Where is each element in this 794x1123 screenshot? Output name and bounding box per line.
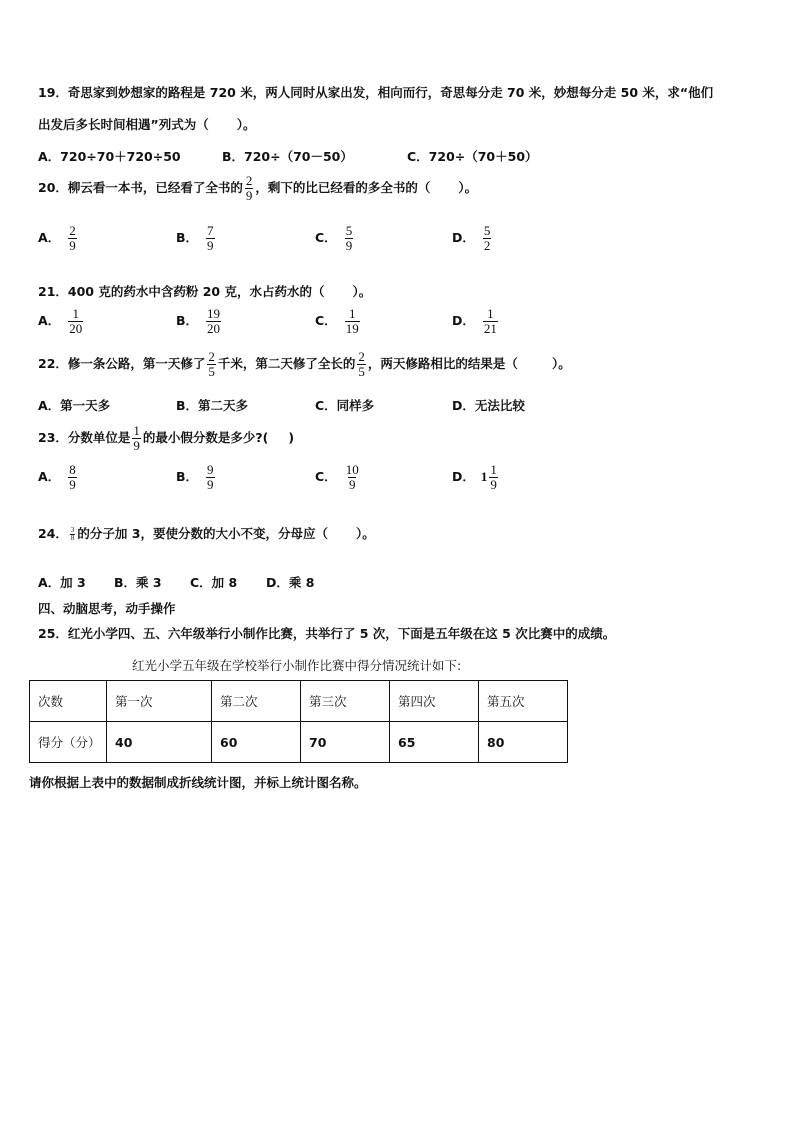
q23-fraction	[132, 424, 141, 453]
q21-end: ）。	[352, 284, 372, 299]
q22-option-d: D．无法比较	[452, 398, 525, 413]
q21-option-c	[315, 307, 362, 336]
fraction-numerator: 7	[207, 223, 214, 238]
q22-prefix: 22．修一条公路，第一天修了	[38, 356, 206, 371]
fraction-denominator: 9	[69, 477, 76, 492]
option-fraction	[206, 224, 215, 253]
option-letter: D．	[452, 469, 475, 484]
q22-stem	[38, 350, 571, 379]
fraction-denominator: 9	[345, 238, 353, 253]
option-fraction	[206, 463, 215, 492]
table-cell: 得分（分）	[30, 722, 107, 763]
fraction-numerator: 1	[133, 423, 140, 438]
q20-prefix: 20．柳云看一本书，已经看了全书的	[38, 180, 243, 195]
option-fraction	[206, 307, 221, 336]
q21-option-a	[38, 307, 85, 336]
q23-option-a	[38, 463, 79, 492]
table-cell: 第五次	[479, 681, 568, 722]
fraction-denominator: 9	[207, 238, 214, 253]
fraction-numerator: 1	[348, 306, 356, 321]
table-cell: 第一次	[107, 681, 212, 722]
option-letter: C．	[315, 313, 337, 328]
q23-suffix: 的最小假分数是多少?(	[142, 430, 269, 445]
q22-option-c: C．同样多	[315, 398, 375, 413]
fraction-numerator: 2	[358, 349, 365, 364]
q20-suffix: ，剩下的比已经看的多全书的（	[255, 180, 431, 195]
q24-option-b: B．乘 3	[114, 575, 162, 590]
q20-end: ）。	[458, 180, 478, 195]
fraction-numerator: 2	[69, 223, 76, 238]
q19-option-a: A．720÷70＋720÷50	[38, 149, 181, 164]
q21-option-d	[452, 307, 500, 336]
fraction-denominator: 19	[345, 321, 359, 336]
fraction-numerator: 2	[245, 173, 253, 188]
q25-instruction: 请你根据上表中的数据制成折线统计图，并标上统计图名称。	[29, 775, 367, 790]
option-letter: B．	[176, 313, 199, 328]
q20-option-b	[176, 224, 217, 253]
q21-option-b	[176, 307, 223, 336]
option-letter: A．	[38, 469, 61, 484]
option-letter: A．	[38, 230, 61, 245]
table-cell: 第三次	[301, 681, 390, 722]
table-cell: 70	[301, 722, 390, 763]
table-cell: 40	[107, 722, 212, 763]
table-header-row	[30, 681, 568, 722]
option-letter: B．	[176, 469, 199, 484]
q22-end: ）。	[551, 356, 571, 371]
q24-text: 的分子加 3，要使分数的大小不变，分母应（	[77, 526, 328, 541]
q24-end: ）。	[355, 526, 375, 541]
q20-option-a	[38, 224, 79, 253]
option-whole: 1	[480, 469, 488, 484]
fraction-denominator: 5	[208, 364, 215, 379]
fraction-denominator: 20	[207, 321, 221, 336]
option-fraction	[483, 307, 498, 336]
option-fraction	[68, 224, 77, 253]
fraction-numerator: 19	[207, 306, 221, 321]
option-letter: C．	[315, 230, 337, 245]
fraction-denominator: 20	[69, 321, 83, 336]
q19-line2-text: 出发后多长时间相遇”列式为（	[38, 117, 209, 132]
q21-stem	[38, 282, 371, 300]
fraction-denominator: 5	[358, 364, 365, 379]
table-cell: 60	[212, 722, 301, 763]
fraction-denominator: 2	[483, 238, 491, 253]
q20-option-d	[452, 224, 493, 253]
option-fraction	[345, 224, 354, 253]
fraction-numerator: 5	[483, 223, 491, 238]
q19-option-b: B．720÷（70－50）	[222, 149, 353, 164]
q19-line1: 19．奇思家到妙想家的路程是 720 米，两人同时从家出发，相向而行，奇思每分走 70 米，妙想每分走 50 米，求“他们	[38, 85, 714, 100]
q24-option-c: C．加 8	[190, 575, 238, 590]
option-fraction	[68, 307, 83, 336]
q23-end: )	[288, 430, 295, 445]
q23-stem	[38, 424, 294, 453]
q19-line2-end: ）。	[236, 117, 256, 132]
option-letter: C．	[315, 469, 337, 484]
option-letter: B．	[176, 230, 199, 245]
fraction-denominator: 21	[483, 321, 497, 336]
q22-fraction-2	[357, 350, 366, 379]
fraction-numerator: 1	[487, 306, 494, 321]
q21-text: 21．400 克的药水中含药粉 20 克，水占药水的（	[38, 284, 325, 299]
q22-mid: 千米，第二天修了全长的	[217, 356, 356, 371]
q20-stem	[38, 174, 477, 203]
table-cell: 次数	[30, 681, 107, 722]
table-cell: 第二次	[212, 681, 301, 722]
q23-prefix: 23．分数单位是	[38, 430, 131, 445]
q22-option-a: A．第一天多	[38, 398, 111, 413]
q19-line2	[38, 115, 255, 133]
q24-stem	[38, 524, 375, 542]
fraction-numerator: 10	[345, 462, 359, 477]
fraction-numerator: 1	[72, 306, 79, 321]
table-cell: 第四次	[390, 681, 479, 722]
fraction-numerator: 1	[490, 462, 497, 477]
q24-option-d: D．乘 8	[266, 575, 315, 590]
score-table	[29, 680, 568, 763]
fraction-denominator: 8	[70, 534, 75, 542]
option-fraction	[345, 307, 360, 336]
q22-suffix: ，两天修路相比的结果是（	[367, 356, 518, 371]
fraction-numerator: 8	[69, 462, 76, 477]
fraction-denominator: 9	[348, 477, 356, 492]
q22-fraction-1	[207, 350, 216, 379]
q24-number: 24．	[38, 526, 68, 541]
option-fraction	[345, 463, 360, 492]
fraction-denominator: 9	[207, 477, 214, 492]
fraction-denominator: 9	[245, 188, 253, 203]
fraction-numerator: 2	[208, 349, 215, 364]
q23-option-b	[176, 463, 217, 492]
q24-option-a: A．加 3	[38, 575, 86, 590]
q20-option-c	[315, 224, 355, 253]
table-cell: 65	[390, 722, 479, 763]
q20-fraction	[245, 174, 254, 203]
q22-option-b: B．第二天多	[176, 398, 249, 413]
option-letter: D．	[452, 313, 475, 328]
fraction-numerator: 5	[345, 223, 353, 238]
option-fraction	[489, 463, 498, 492]
q24-fraction	[70, 527, 76, 542]
option-letter: A．	[38, 313, 61, 328]
fraction-numerator: 9	[207, 462, 214, 477]
q23-option-c	[315, 463, 362, 492]
option-letter: D．	[452, 230, 475, 245]
q23-option-d	[452, 463, 500, 492]
q25-text: 25．红光小学四、五、六年级举行小制作比赛，共举行了 5 次，下面是五年级在这 5 次比赛中的成绩。	[38, 626, 616, 641]
q19-option-c: C．720÷（70＋50）	[407, 149, 538, 164]
table-cell: 80	[479, 722, 568, 763]
fraction-denominator: 9	[69, 238, 76, 253]
option-fraction	[68, 463, 77, 492]
section-heading: 四、动脑思考，动手操作	[38, 601, 176, 616]
option-fraction	[483, 224, 492, 253]
fraction-denominator: 9	[490, 477, 497, 492]
fraction-numerator: 3	[70, 526, 75, 534]
table-title: 红光小学五年级在学校举行小制作比赛中得分情况统计如下:	[132, 658, 462, 673]
table-row	[30, 722, 568, 763]
fraction-denominator: 9	[133, 438, 140, 453]
